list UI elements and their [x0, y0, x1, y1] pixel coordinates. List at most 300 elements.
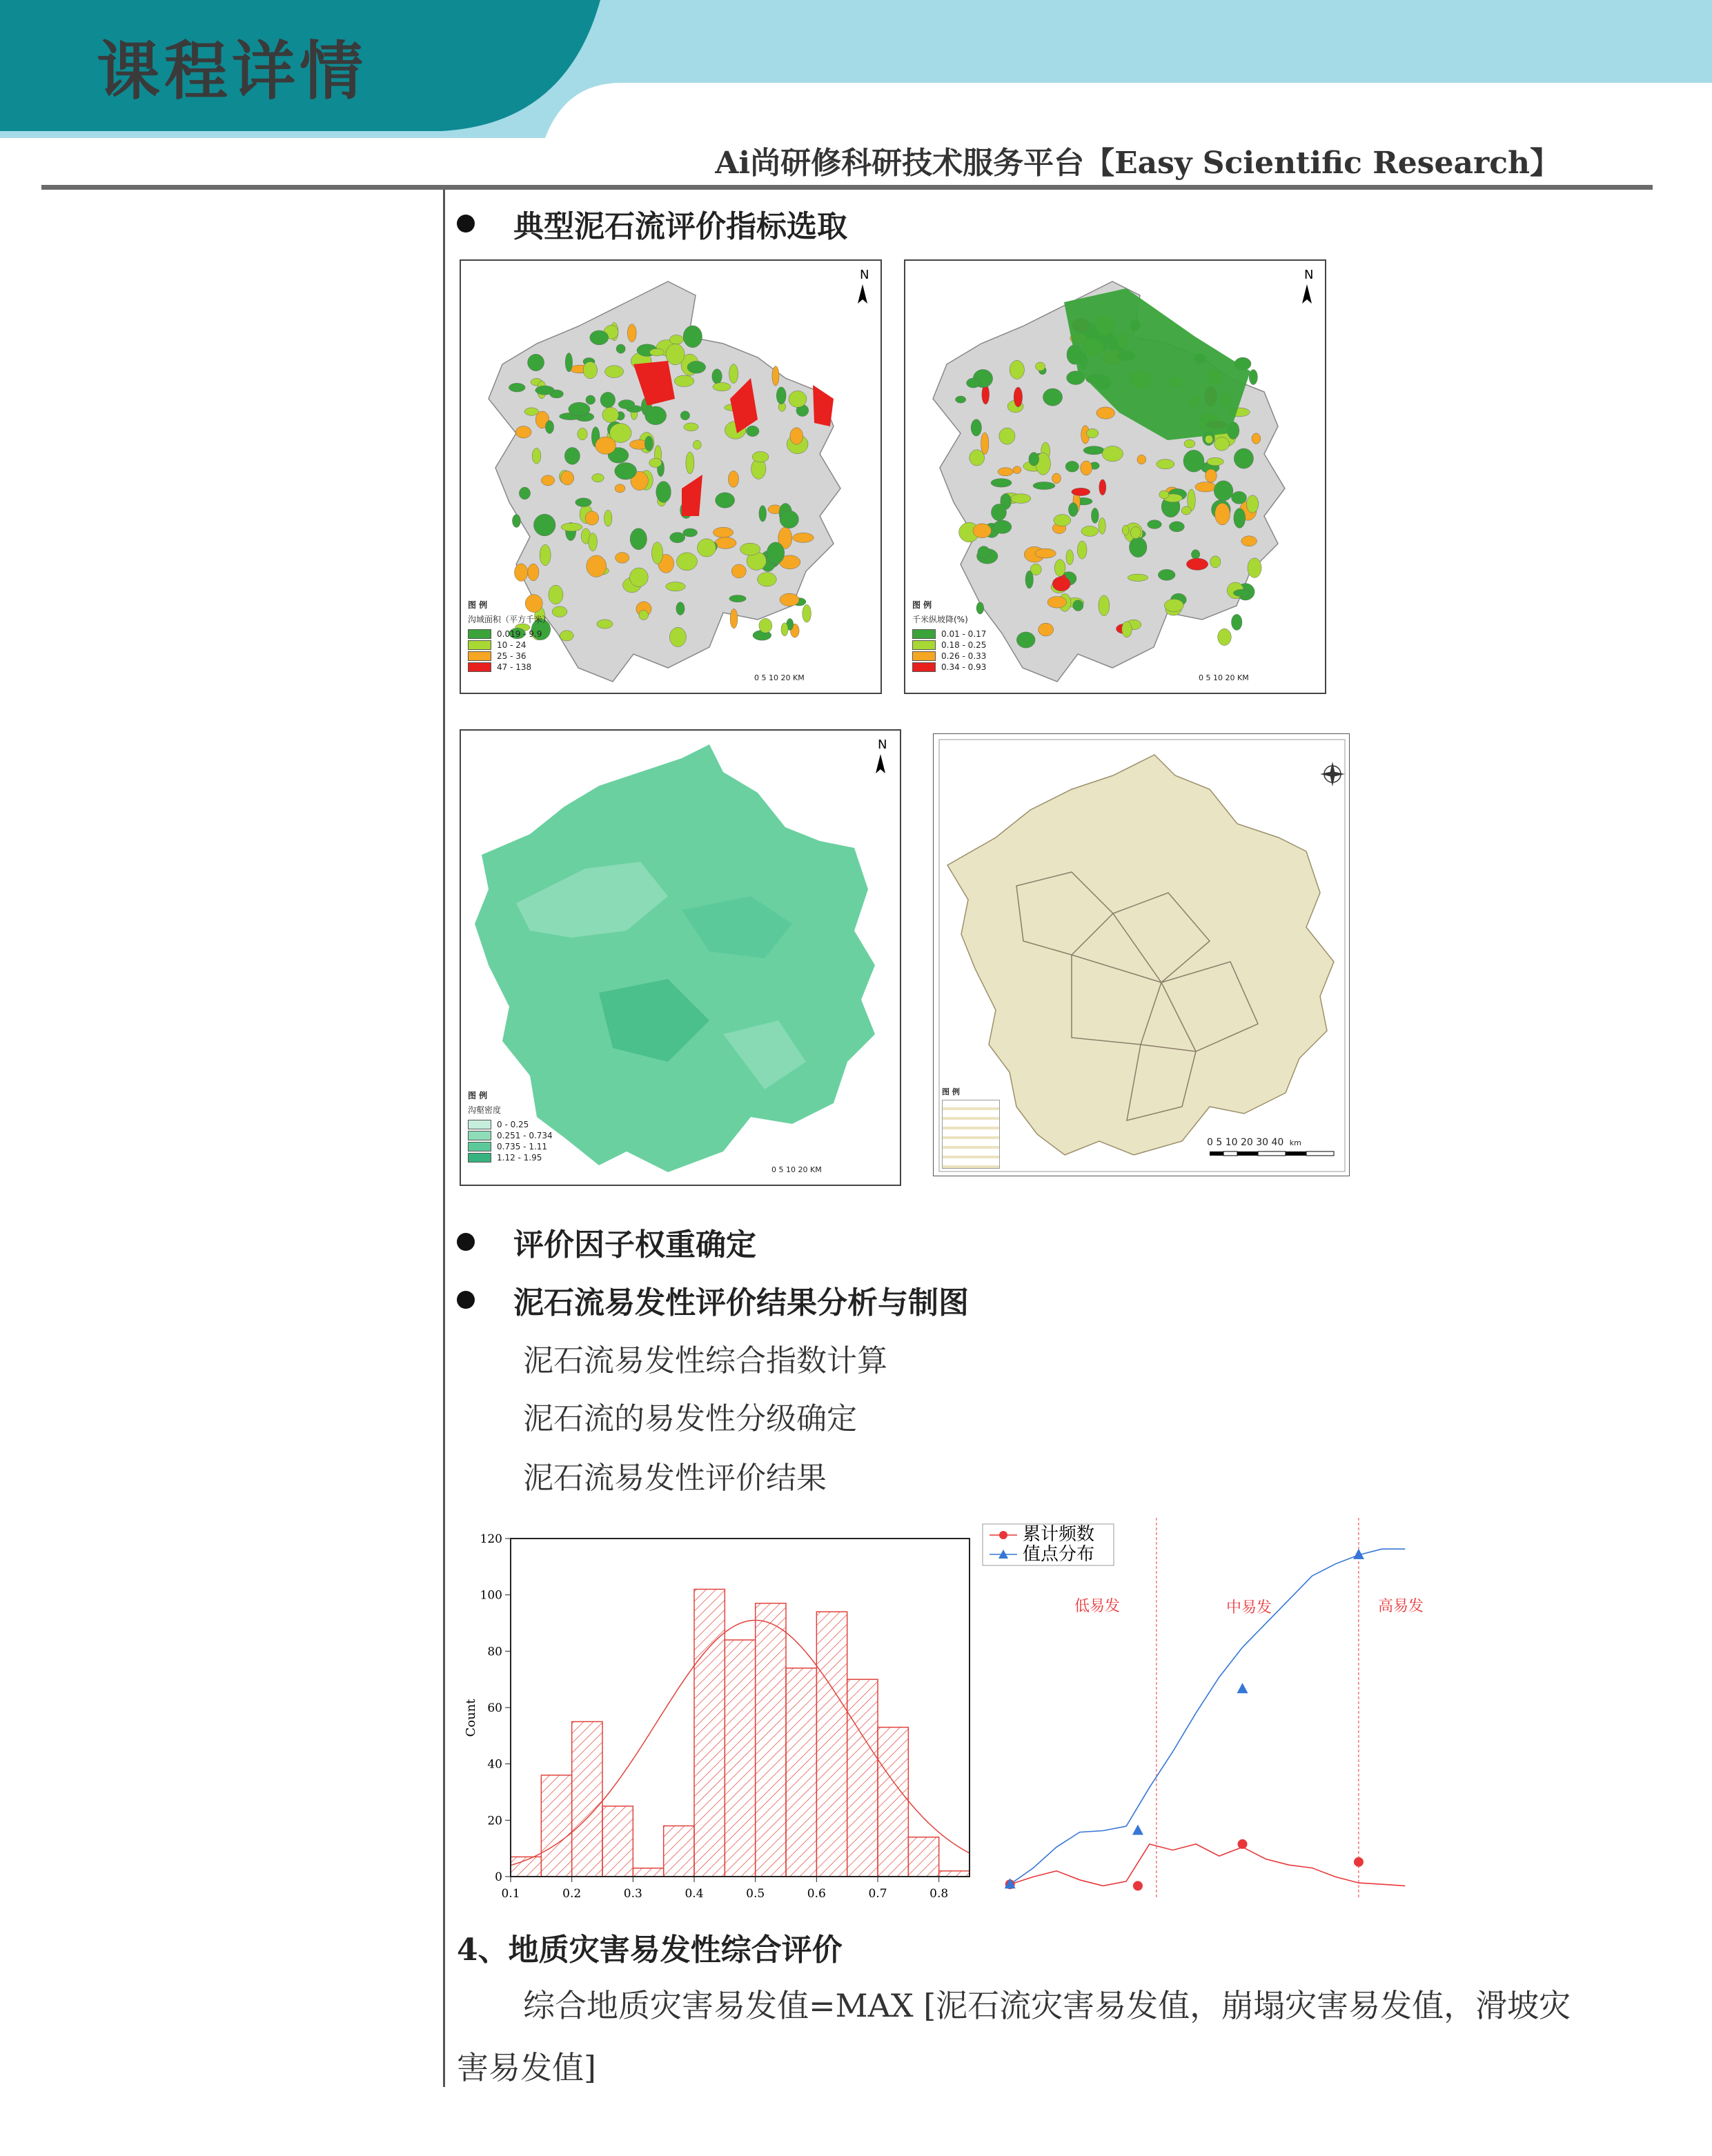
- map-catchment-patch: [1099, 479, 1106, 495]
- legend-list: [468, 1120, 553, 1163]
- legend-list: [468, 629, 551, 672]
- legend-label-value-points: 值点分布: [1023, 1544, 1095, 1565]
- map-catchment-patch: [670, 533, 685, 543]
- histogram-bar: [572, 1721, 602, 1877]
- map-catchment-patch: [676, 553, 697, 571]
- histogram-bar: [694, 1590, 725, 1877]
- map-catchment-patch: [586, 395, 596, 404]
- map-catchment-patch: [1137, 455, 1146, 464]
- map-catchment-patch: [639, 610, 649, 620]
- map-catchment-patch: [1029, 453, 1039, 466]
- map-catchment-patch: [645, 406, 667, 425]
- x-tick-label: 0.3: [623, 1887, 642, 1901]
- map-catchment-patch: [683, 326, 702, 348]
- map-catchment-patch: [669, 627, 686, 646]
- map-catchment-area: [460, 259, 882, 694]
- map-catchment-patch: [1122, 622, 1132, 637]
- histogram-bar: [878, 1728, 908, 1877]
- legend-title: 图 例: [942, 1087, 960, 1096]
- map-catchment-patch: [759, 618, 772, 633]
- map-longitudinal-gradient: [904, 259, 1326, 694]
- series-marker: [1133, 1881, 1143, 1890]
- map-catchment-patch: [1099, 595, 1110, 616]
- map-catchment-patch: [740, 543, 760, 555]
- legend-swatch: [468, 1142, 491, 1151]
- map-catchment-patch: [1181, 506, 1191, 515]
- series-marker: [1237, 1683, 1248, 1693]
- legend-label: 0.019 - 9.9: [497, 629, 542, 639]
- map-catchment-patch: [790, 428, 803, 444]
- legend-swatch: [468, 651, 491, 661]
- map-catchment-patch: [1232, 614, 1242, 630]
- map-catchment-patch: [592, 474, 604, 482]
- legend-label: 0.735 - 1.11: [497, 1142, 548, 1151]
- histogram-bar: [908, 1837, 938, 1877]
- map-catchment-patch: [600, 392, 615, 408]
- map-catchment-patch: [1033, 482, 1055, 489]
- map-catchment-patch: [597, 620, 613, 629]
- map-catchment-patch: [1246, 495, 1258, 513]
- legend-label: 10 - 24: [497, 640, 527, 650]
- zone-label-high: 高易发: [1377, 1598, 1424, 1615]
- map-catchment-patch: [590, 330, 609, 345]
- histogram-bar: [786, 1668, 816, 1877]
- map-catchment-patch: [630, 528, 647, 550]
- chart-legend: [983, 1524, 1114, 1565]
- map-catchment-patch: [509, 383, 525, 392]
- map-catchment-patch: [728, 471, 738, 487]
- map-catchment-patch: [1157, 459, 1174, 469]
- map-catchment-patch: [1252, 433, 1261, 444]
- map-catchment-patch: [1207, 457, 1223, 466]
- map-catchment-patch: [1010, 360, 1024, 379]
- map-catchment-patch: [781, 623, 788, 636]
- legend-item: [468, 662, 551, 672]
- map-catchment-patch: [981, 433, 989, 455]
- histogram-bar: [664, 1826, 694, 1877]
- map-catchment-patch: [686, 452, 694, 474]
- map-gully-density: [460, 729, 901, 1186]
- legend-marker-red: [999, 1531, 1007, 1539]
- bullet-text: 典型泥石流评价指标选取: [513, 209, 847, 244]
- legend-label: 0.18 - 0.25: [941, 640, 987, 650]
- map-catchment-patch: [532, 448, 541, 464]
- map1-legend: [468, 599, 551, 673]
- map-catchment-patch: [585, 511, 598, 525]
- map-catchment-patch: [629, 568, 648, 587]
- map-catchment-patch: [1158, 569, 1175, 580]
- map-catchment-patch: [575, 498, 591, 507]
- map-catchment-patch: [1206, 469, 1217, 482]
- legend-swatch: [468, 1131, 491, 1140]
- x-tick-label: 0.8: [929, 1887, 949, 1901]
- paragraph-line-2: 害易发值]: [457, 2049, 596, 2086]
- map-catchment-patch: [713, 383, 731, 391]
- map-catchment-patch: [1036, 362, 1045, 371]
- map-catchment-patch: [649, 348, 664, 356]
- map-catchment-patch: [729, 595, 746, 602]
- map-catchment-patch: [991, 479, 1012, 487]
- zone-label-low: 低易发: [1074, 1598, 1121, 1615]
- x-tick-label: 0.7: [868, 1887, 887, 1901]
- legend-swatch: [912, 651, 936, 661]
- legend-label-cumulative: 累计频数: [1023, 1524, 1095, 1545]
- map4-legend: [942, 1086, 1000, 1169]
- map-catchment-patch: [956, 396, 966, 403]
- map-catchment-patch: [730, 609, 738, 628]
- x-tick-label: 0.5: [746, 1887, 765, 1901]
- map-catchment-patch: [1184, 439, 1195, 448]
- legend-item: [912, 662, 986, 672]
- bullet-weight-determination: [457, 1220, 756, 1264]
- map-catchment-patch: [1233, 589, 1250, 596]
- map-catchment-patch: [780, 511, 798, 528]
- sub-item-grading: 泥石流的易发性分级确定: [523, 1401, 857, 1436]
- map-catchment-patch: [589, 533, 598, 551]
- histogram-bar: [541, 1775, 571, 1877]
- map-catchment-patch: [618, 400, 635, 409]
- map-catchment-patch: [1102, 446, 1123, 462]
- map-catchment-patch: [684, 423, 698, 431]
- map-catchment-patch: [693, 440, 701, 449]
- map-catchment-patch: [652, 542, 663, 564]
- map-catchment-patch: [680, 411, 689, 420]
- histogram-chart: [455, 1518, 980, 1904]
- map-catchment-patch: [712, 369, 722, 384]
- bullet-indicator-selection: [457, 201, 847, 246]
- legend-subtitle: 沟域面积（平方千米）: [468, 615, 551, 624]
- map-catchment-patch: [999, 428, 1015, 444]
- map-catchment-patch: [752, 451, 769, 462]
- left-margin-rule: [443, 190, 445, 2087]
- x-tick-label: 0.2: [562, 1887, 582, 1901]
- map-catchment-patch: [731, 564, 746, 578]
- series-marker: [1238, 1839, 1248, 1849]
- series-marker: [1132, 1824, 1143, 1834]
- map-catchment-patch: [1191, 550, 1199, 560]
- page-title: 课程详情: [97, 34, 368, 108]
- map-catchment-patch: [967, 378, 981, 388]
- map-catchment-patch: [1099, 517, 1105, 534]
- bullet-dot: [457, 1291, 475, 1309]
- map-catchment-patch: [1068, 503, 1078, 517]
- legend-item: [468, 651, 551, 661]
- map-catchment-patch: [666, 344, 685, 364]
- bullet-text: 评价因子权重确定: [513, 1227, 756, 1263]
- map-catchment-patch: [627, 324, 636, 342]
- map-catchment-patch: [767, 542, 785, 564]
- map-catchment-patch: [569, 402, 590, 416]
- map-catchment-patch: [1214, 481, 1233, 501]
- map-catchment-patch: [540, 544, 551, 565]
- series-marker: [1354, 1857, 1364, 1867]
- map-catchment-patch: [697, 539, 716, 557]
- legend-subtitle: 沟壑密度: [468, 1105, 502, 1115]
- legend-item: [912, 629, 986, 639]
- map-catchment-patch: [973, 524, 992, 538]
- map-catchment-patch: [1014, 387, 1022, 407]
- map-catchment-patch: [1072, 488, 1090, 495]
- map-catchment-patch: [746, 426, 759, 436]
- map-catchment-patch: [524, 408, 539, 415]
- legend-swatch: [468, 629, 491, 639]
- map-catchment-patch: [1205, 435, 1212, 444]
- legend-item: [468, 1120, 553, 1129]
- map-catchment-patch: [1039, 623, 1054, 636]
- map-catchment-patch: [789, 390, 807, 407]
- map-catchment-patch: [1052, 473, 1061, 484]
- sub-item-result: 泥石流易发性评价结果: [523, 1461, 827, 1496]
- legend-list: [912, 629, 986, 672]
- bullet-dot: [457, 1233, 475, 1251]
- map-catchment-patch: [561, 523, 582, 531]
- legend-label: 25 - 36: [497, 651, 527, 661]
- map-catchment-patch: [1047, 597, 1066, 609]
- map-catchment-patch: [666, 582, 686, 591]
- map-catchment-patch: [604, 510, 612, 526]
- map-catchment-patch: [587, 555, 607, 577]
- legend-item: [912, 651, 986, 661]
- map-catchment-patch: [615, 484, 625, 493]
- legend-label: 0 - 0.25: [497, 1120, 529, 1129]
- map-catchment-patch: [716, 493, 735, 508]
- map-catchment-patch: [512, 515, 520, 528]
- y-tick-label: 100: [480, 1588, 502, 1603]
- histogram-bar: [847, 1679, 878, 1877]
- map1-scale: 0 5 10 20 KM: [754, 673, 805, 682]
- map-catchment-patch: [683, 528, 698, 537]
- map-catchment-patch: [1186, 558, 1208, 570]
- map-catchment-patch: [1214, 503, 1230, 525]
- map2-scale: 0 5 10 20 KM: [1199, 673, 1249, 682]
- scale-ticks: 0 5 10 20 30 40: [1207, 1137, 1284, 1148]
- map-catchment-patch: [971, 419, 981, 436]
- map-catchment-patch: [1214, 437, 1230, 451]
- map-catchment-patch: [1066, 550, 1074, 565]
- legend-swatch: [912, 629, 936, 639]
- map-catchment-patch: [649, 458, 662, 467]
- map-catchment-patch: [561, 471, 574, 485]
- header-divider: [41, 185, 1653, 190]
- x-tick-label: 0.1: [501, 1887, 520, 1901]
- legend-swatch: [468, 640, 491, 650]
- sub-item-index-calc: 泥石流易发性综合指数计算: [523, 1343, 887, 1378]
- legend-swatch: [912, 662, 936, 672]
- map-catchment-patch: [1054, 560, 1065, 577]
- map-catchment-patch: [1081, 526, 1099, 536]
- map-catchment-patch: [1096, 407, 1115, 419]
- map-catchment-patch: [1241, 536, 1257, 546]
- map-catchment-patch: [1086, 428, 1099, 437]
- map3-legend: [468, 1089, 553, 1164]
- map-catchment-patch: [515, 426, 531, 438]
- map-catchment-patch: [758, 573, 777, 586]
- y-tick-label: 0: [495, 1870, 502, 1884]
- map-catchment-patch: [803, 604, 811, 622]
- y-tick-label: 120: [480, 1532, 502, 1546]
- map-catchment-patch: [1210, 556, 1221, 568]
- map-catchment-patch: [1128, 574, 1148, 581]
- section-heading-4: 4、地质灾害易发性综合评价: [457, 1932, 843, 1968]
- map-catchment-patch: [616, 344, 625, 353]
- legend-box: [942, 1100, 1000, 1169]
- legend-item: [468, 629, 551, 639]
- legend-title: 图 例: [468, 1091, 488, 1100]
- histogram-bar: [633, 1868, 663, 1877]
- map-catchment-patch: [780, 593, 799, 606]
- map-catchment-patch: [1234, 508, 1246, 528]
- map-catchment-patch: [687, 361, 706, 373]
- map-catchment-patch: [1249, 370, 1257, 385]
- map-catchment-patch: [514, 564, 527, 581]
- map-catchment-patch: [528, 564, 539, 581]
- map-catchment-patch: [1164, 599, 1183, 611]
- map-catchment-patch: [1011, 494, 1031, 504]
- bullet-text: 泥石流易发性评价结果分析与制图: [513, 1285, 969, 1321]
- map-catchment-patch: [535, 386, 555, 395]
- map-catchment-patch: [583, 362, 597, 378]
- legend-label: 47 - 138: [497, 662, 532, 672]
- map-catchment-patch: [1077, 541, 1087, 559]
- legend-swatch: [468, 1153, 491, 1163]
- scale-unit: km: [1289, 1138, 1301, 1147]
- map-catchment-patch: [596, 437, 616, 454]
- legend-subtitle: 千米纵坡降(%): [912, 615, 968, 624]
- map-catchment-patch: [970, 450, 985, 466]
- map-catchment-patch: [615, 463, 637, 479]
- map-catchment-patch: [1092, 508, 1099, 523]
- map-catchment-patch: [1122, 525, 1129, 535]
- map-catchment-patch: [528, 354, 544, 370]
- map-catchment-patch: [669, 335, 683, 344]
- map2-legend: [912, 599, 986, 673]
- map-catchment-patch: [616, 553, 629, 564]
- legend-label: 0.01 - 0.17: [941, 629, 987, 639]
- legend-item: [912, 640, 986, 650]
- legend-label: 0.251 - 0.734: [497, 1131, 553, 1140]
- map-catchment-patch: [519, 487, 530, 500]
- legend-item: [468, 640, 551, 650]
- map-catchment-patch: [1159, 491, 1169, 499]
- map-administrative: [933, 733, 1350, 1176]
- map-catchment-patch: [978, 546, 990, 558]
- legend-swatch: [468, 662, 491, 672]
- map-catchment-patch: [1083, 446, 1104, 455]
- map-catchment-patch: [1195, 482, 1216, 492]
- map-catchment-patch: [676, 602, 685, 615]
- legend-item: [468, 1142, 553, 1151]
- map-catchment-patch: [1052, 577, 1070, 591]
- legend-swatch: [912, 640, 936, 650]
- zone-label-medium: 中易发: [1226, 1599, 1272, 1616]
- x-tick-label: 0.4: [685, 1887, 704, 1901]
- susceptibility-line-chart: [980, 1507, 1435, 1908]
- map-catchment-patch: [1129, 537, 1146, 557]
- map-catchment-patch: [1035, 548, 1056, 558]
- histogram-bar: [725, 1640, 755, 1877]
- map-catchment-patch: [605, 366, 624, 378]
- map-catchment-patch: [1065, 461, 1079, 472]
- map-catchment-patch: [578, 428, 587, 439]
- map-catchment-patch: [1013, 466, 1021, 474]
- legend-swatch: [468, 1120, 491, 1129]
- map-catchment-patch: [1169, 522, 1184, 532]
- map-catchment-patch: [545, 420, 553, 433]
- map-catchment-patch: [1234, 448, 1253, 468]
- map-catchment-patch: [991, 504, 1006, 520]
- map4-scale: [1207, 1137, 1301, 1148]
- map-catchment-patch: [1073, 600, 1083, 611]
- map-catchment-patch: [793, 533, 814, 542]
- map-catchment-patch: [759, 506, 767, 522]
- map-catchment-patch: [993, 520, 1012, 533]
- map-catchment-patch: [729, 364, 738, 384]
- bullet-dot: [457, 215, 475, 233]
- map-catchment-patch: [1183, 450, 1204, 472]
- map-catchment-patch: [1043, 388, 1062, 406]
- map-catchment-patch: [1131, 526, 1141, 539]
- histogram-bar: [756, 1603, 786, 1877]
- map-catchment-patch: [552, 606, 567, 617]
- map-catchment-patch: [656, 482, 671, 503]
- y-tick-label: 60: [487, 1701, 502, 1715]
- map-catchment-patch: [772, 366, 779, 386]
- map-catchment-patch: [1218, 629, 1232, 645]
- map3-scale: 0 5 10 20 KM: [771, 1165, 822, 1174]
- paragraph-line-1: 综合地质灾害易发值=MAX [泥石流灾害易发值，崩塌灾害易发值，滑坡灾: [523, 1987, 1571, 2024]
- map-catchment-patch: [713, 527, 733, 537]
- map-catchment-patch: [533, 514, 555, 536]
- map-catchment-patch: [1248, 558, 1261, 577]
- legend-item: [468, 1153, 553, 1163]
- map-catchment-patch: [674, 375, 693, 386]
- svg-text:N: N: [1304, 268, 1314, 282]
- histogram-bar: [602, 1806, 633, 1877]
- series-line: [1010, 1844, 1406, 1886]
- map-catchment-patch: [1148, 520, 1161, 529]
- map-catchment-patch: [645, 436, 653, 451]
- y-tick-label: 80: [487, 1645, 502, 1659]
- map-catchment-patch: [1054, 515, 1071, 526]
- x-tick-label: 0.6: [807, 1887, 826, 1901]
- legend-label: 1.12 - 1.95: [497, 1153, 542, 1163]
- map-catchment-patch: [998, 468, 1013, 476]
- map-catchment-patch: [602, 407, 619, 422]
- histogram-bar: [939, 1871, 970, 1877]
- map-catchment-patch: [1232, 491, 1247, 504]
- map-catchment-patch: [565, 353, 572, 372]
- legend-title: 图 例: [912, 600, 932, 610]
- y-tick-label: 40: [487, 1757, 502, 1772]
- legend-label: 0.34 - 0.93: [941, 662, 987, 672]
- histogram-bar: [816, 1612, 847, 1877]
- legend-label: 0.26 - 0.33: [941, 651, 987, 661]
- y-axis-label: Count: [464, 1699, 478, 1737]
- legend-item: [468, 1131, 553, 1140]
- y-tick-label: 20: [487, 1814, 502, 1828]
- series-line: [1010, 1549, 1406, 1884]
- map-catchment-patch: [564, 447, 580, 464]
- map-catchment-patch: [560, 631, 573, 641]
- map-catchment-patch: [549, 585, 563, 604]
- map-catchment-patch: [1081, 461, 1092, 475]
- map-catchment-patch: [1016, 632, 1035, 648]
- map-catchment-patch: [776, 387, 786, 404]
- svg-text:N: N: [878, 738, 887, 752]
- map-catchment-patch: [541, 475, 554, 486]
- bullet-result-analysis: [457, 1278, 969, 1322]
- map-catchment-patch: [1025, 571, 1033, 589]
